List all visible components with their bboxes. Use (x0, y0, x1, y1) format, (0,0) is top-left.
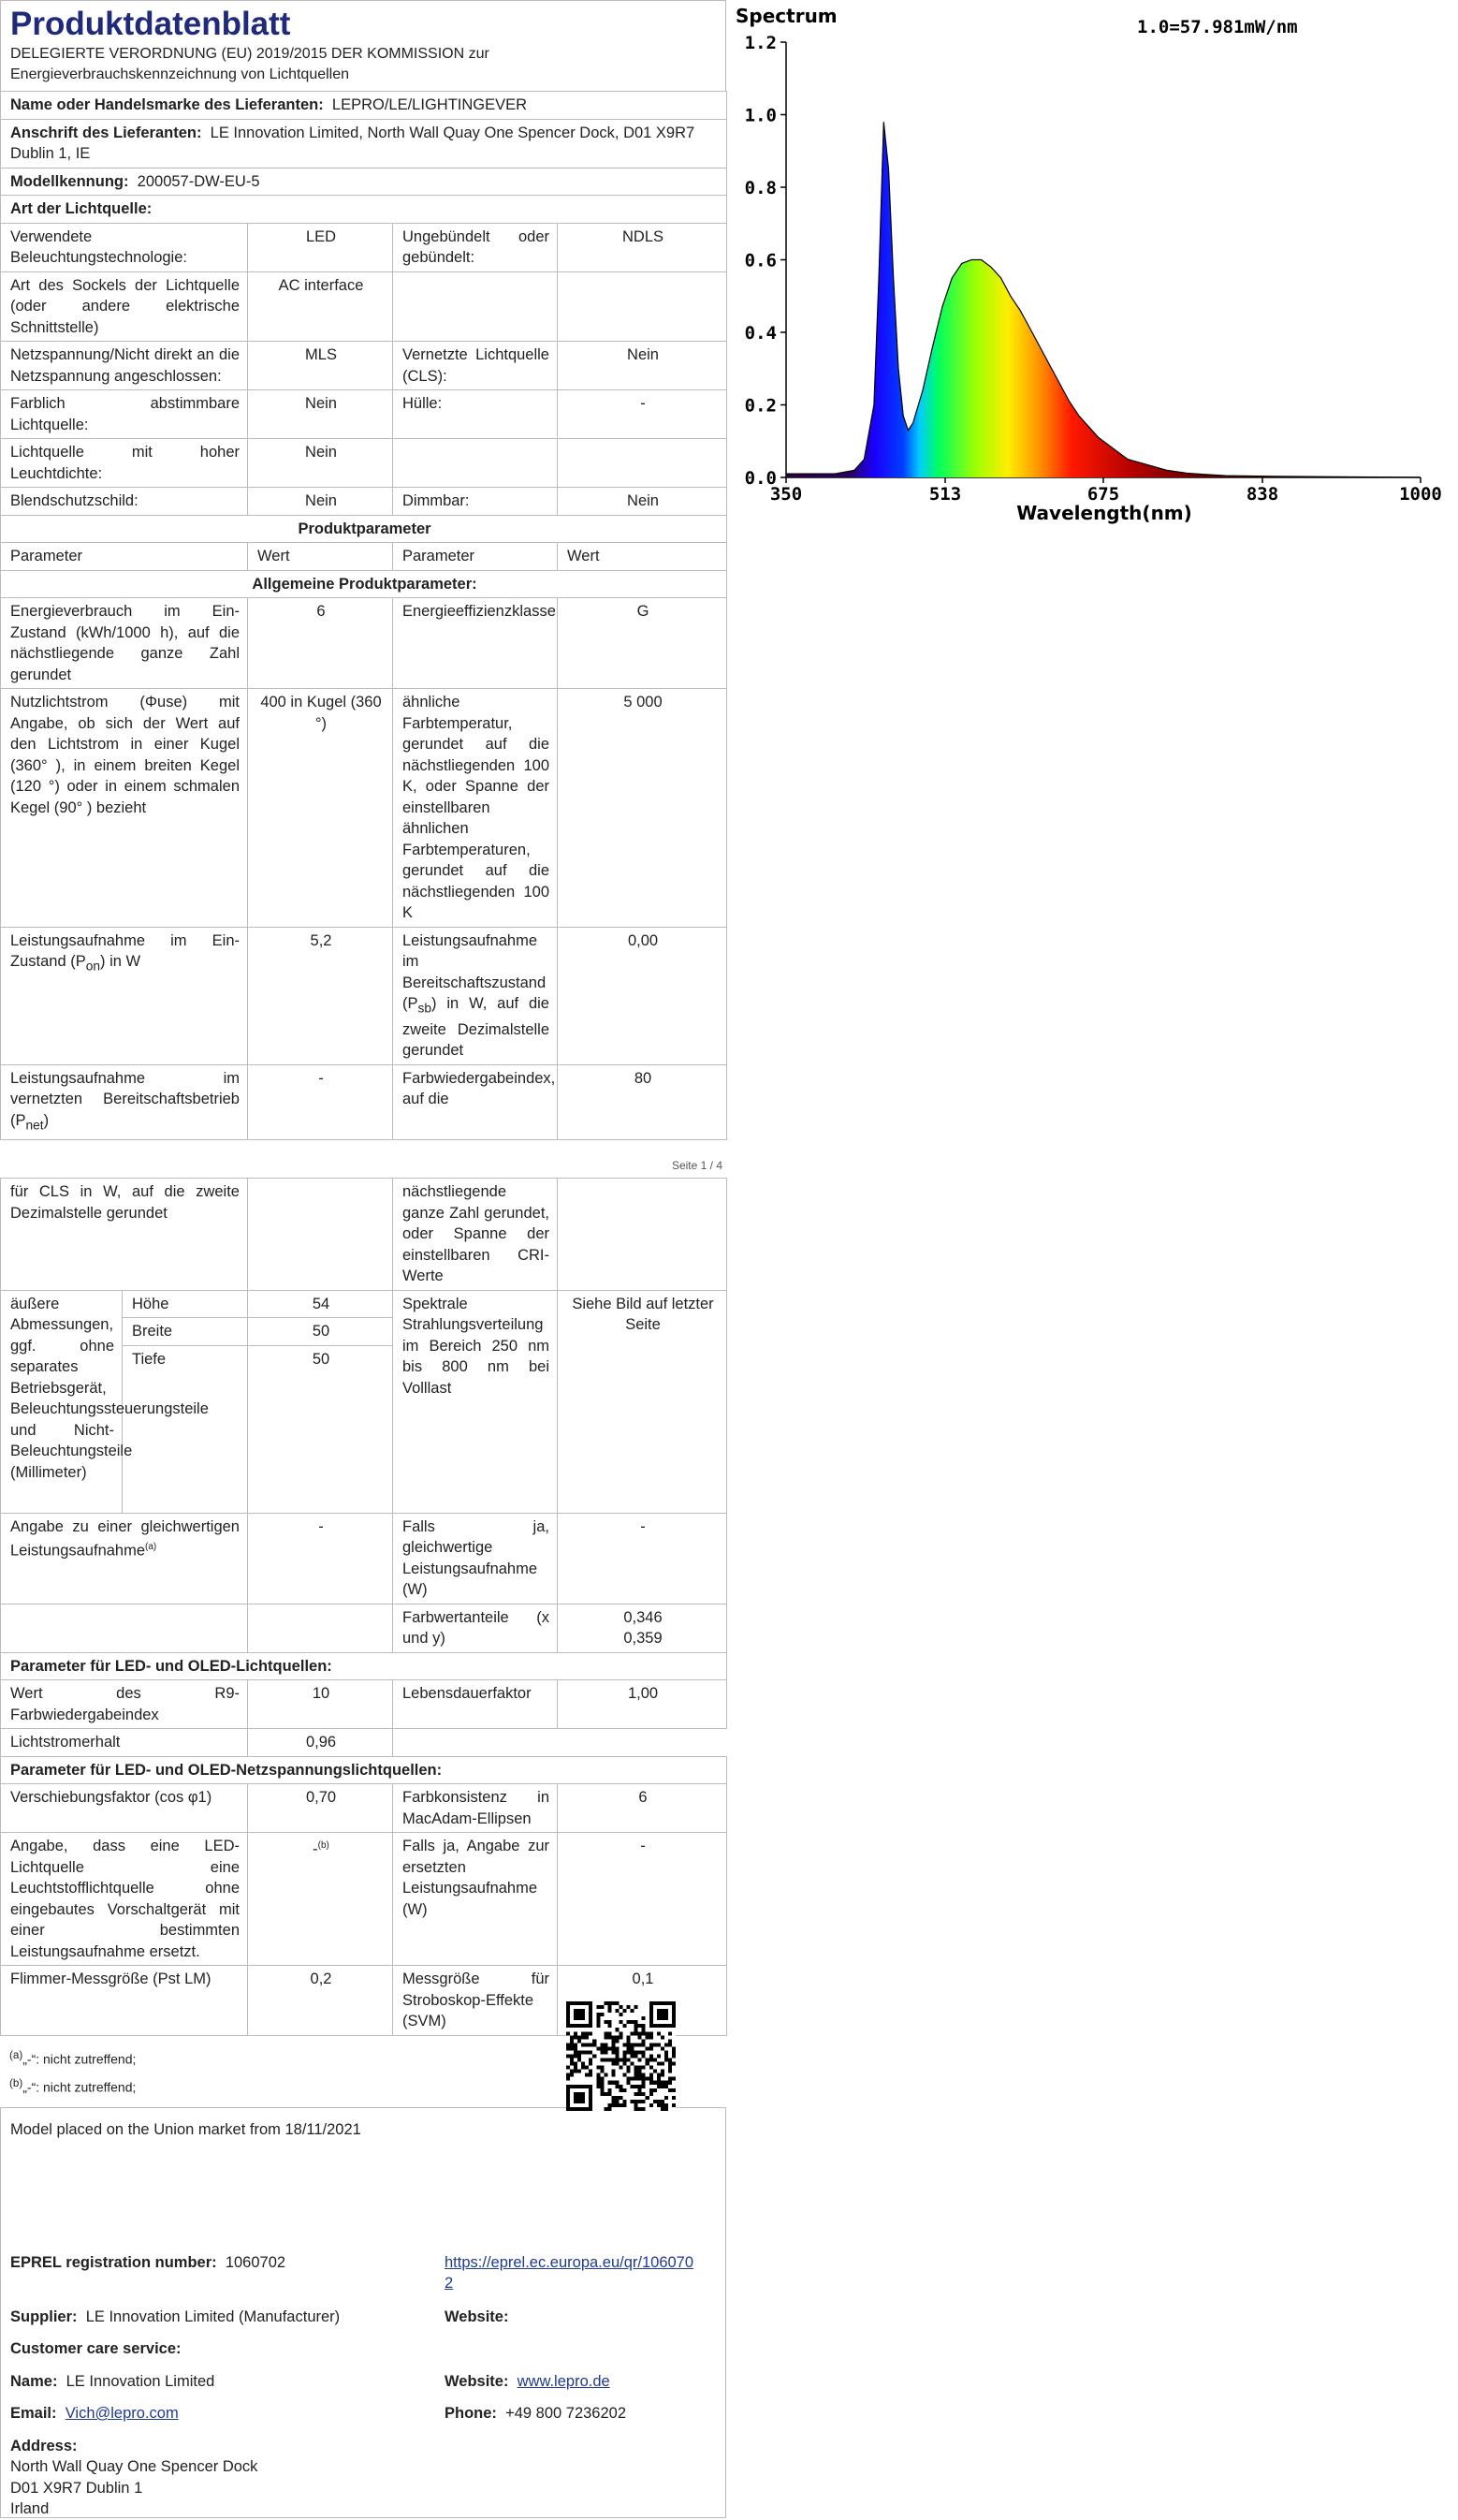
power-factor-value: 0,70 (248, 1784, 393, 1833)
x-tick-label: 350 (769, 484, 803, 505)
cri-label-continued: nächstliegende ganze Zahl gerundet, oder Spanne der einstellbaren CRI-Werte (393, 1179, 558, 1291)
footnote-b-marker: (b) (9, 2076, 23, 2089)
y-axis (745, 33, 786, 489)
energy-value: 6 (248, 598, 393, 689)
eprel-number-label: EPREL registration number: (10, 2253, 217, 2271)
svm-label: Messgröße für Stroboskop-Effekte (SVM) (393, 1966, 558, 2036)
col-header-param: Parameter (393, 543, 558, 571)
empty-cell (1, 1604, 248, 1652)
flux-value: 400 in Kugel (360 °) (248, 689, 393, 928)
cri-value: 80 (558, 1064, 727, 1139)
lumen-maintenance-label: Lichtstromerhalt (1, 1729, 248, 1757)
equivalent-power-watts-value: - (558, 1513, 727, 1604)
cls-label: Vernetzte Lichtquelle (CLS): (393, 342, 558, 390)
survival-factor-value: 1,00 (558, 1680, 727, 1729)
care-phone (445, 2403, 626, 2425)
socket-value: AC interface (248, 271, 393, 342)
care-name (10, 2371, 214, 2393)
equivalent-power-value: - (248, 1513, 393, 1604)
replacement-label: Angabe, dass eine LED-Lichtquelle eine Leuchtstofflichtquelle ohne eingebautes Vorschaltgerät mit einer bestimmten Leistungsaufnahme ersetzt. (1, 1833, 248, 1966)
col-header-value: Wert (248, 543, 393, 571)
page-title: Produktdatenblatt (10, 6, 291, 42)
equivalent-power-label (1, 1513, 248, 1604)
flux-label: Nutzlichtstrom (Φuse) mit Angabe, ob sich der Wert auf den Lichtstrom in einer Kugel (360° ), in einem breiten Kegel (120 °) oder in einem schmalen Kegel (90° ) bezieht (1, 689, 248, 928)
care-address-line: D01 X9R7 Dublin 1 (10, 2479, 143, 2497)
svm-value: 0,1 (558, 1966, 727, 2036)
replacement-value-text: - (313, 1840, 318, 1858)
cct-label: ähnliche Farbtemperatur, gerundet auf die nächstliegenden 100 K, oder Spanne der einstellbaren ähnlichen Farbtemperaturen, gerundet auf die nächstliegenden 100 K (393, 689, 558, 928)
tech-label: Verwendete Beleuchtungstechnologie: (1, 223, 248, 271)
chart-title: Spectrum (736, 5, 838, 27)
product-data-sheet (0, 0, 726, 2518)
chromaticity-label: Farbwertanteile (x und y) (393, 1604, 558, 1652)
psb-label-unit: ) in W, auf die zweite Dezimalstelle gerundet (402, 995, 549, 1060)
pnet-label (1, 1064, 248, 1139)
qr-code-icon (566, 2001, 676, 2111)
market-date: Model placed on the Union market from 18/11/2021 (10, 2120, 361, 2138)
dimensions-label: äußere Abmessungen, ggf. ohne separates Betriebsgerät, Beleuchtungssteuerungsteile und Nicht-Beleuchtungsteile (Millimeter) (1, 1290, 123, 1513)
macadam-label: Farbkonsistenz in MacAdam-Ellipsen (393, 1784, 558, 1833)
psb-value: 0,00 (558, 927, 727, 1064)
high-luminance-label: Lichtquelle mit hoher Leuchtdichte: (1, 439, 248, 488)
params-table-continued (0, 1178, 727, 2036)
spectrum-chart (730, 0, 1458, 532)
y-tick-label: 0.4 (744, 323, 777, 344)
chromaticity-x: 0,346 (623, 1608, 663, 1626)
footnote-ref-b: (b) (317, 1840, 329, 1852)
regulation-text: DELEGIERTE VERORDNUNG (EU) 2019/2015 DER KOMMISSION zur Energieverbrauchskennzeichnung von Lichtquellen (10, 46, 489, 82)
survival-factor-label: Lebensdauerfaktor (393, 1680, 558, 1729)
model-value: 200057-DW-EU-5 (137, 172, 260, 190)
empty-cell (248, 1604, 393, 1652)
eprel-number-value: 1060702 (225, 2253, 286, 2271)
model-label: Modellkennung: (10, 172, 129, 190)
product-params-heading: Produktparameter (1, 515, 727, 543)
y-tick-label: 0.0 (744, 468, 777, 489)
pon-label (1, 927, 248, 1064)
empty-cell (558, 439, 727, 488)
dimmable-label: Dimmbar: (393, 488, 558, 516)
psb-subscript: sb (417, 1001, 432, 1016)
supplier-line-value: LE Innovation Limited (Manufacturer) (85, 2308, 341, 2325)
supplier-line (10, 2307, 340, 2328)
supplier-table (0, 91, 727, 1140)
chromaticity-value (558, 1604, 727, 1652)
replacement-value (248, 1833, 393, 1966)
tunable-value: Nein (248, 390, 393, 439)
y-tick-label: 0.8 (744, 178, 777, 198)
care-website (445, 2371, 610, 2393)
pnet-label-end: ) (43, 1111, 50, 1129)
y-tick-label: 0.6 (744, 250, 777, 271)
care-address-label: Address: (10, 2437, 78, 2454)
psb-label (393, 927, 558, 1064)
empty-cell (393, 1729, 727, 1757)
pnet-label-continued: für CLS in W, auf die zweite Dezimalstelle gerundet (1, 1179, 248, 1291)
x-axis-label: Wavelength(nm) (1016, 502, 1192, 524)
chart-annotation: 1.0=57.981mW/nm (1137, 17, 1298, 37)
sheet-header (0, 0, 726, 91)
light-source-type-heading: Art der Lichtquelle: (1, 196, 727, 224)
tunable-label: Farblich abstimmbare Lichtquelle: (1, 390, 248, 439)
care-address-line: Irland (10, 2500, 50, 2518)
footnote-b-text: „-“: nicht zutreffend; (22, 2079, 137, 2095)
cct-value: 5 000 (558, 689, 727, 928)
x-tick-label: 675 (1086, 484, 1120, 505)
empty-cell (248, 1179, 393, 1291)
care-email (10, 2403, 179, 2425)
socket-label: Art des Sockels der Lichtquelle (oder andere elektrische Schnittstelle) (1, 271, 248, 342)
pnet-label-text: Leistungsaufnahme im vernetzten Bereitschaftsbetrieb (P (10, 1069, 240, 1129)
mains-value: MLS (248, 342, 393, 390)
ee-class-value: G (558, 598, 727, 689)
footnote-a-text: „-“: nicht zutreffend; (22, 2051, 137, 2067)
energy-label: Energieverbrauch im Ein-Zustand (kWh/1000 h), auf die nächstliegende ganze Zahl gerundet (1, 598, 248, 689)
supplier-name-value: LEPRO/LE/LIGHTINGEVER (331, 96, 528, 113)
y-tick-label: 1.2 (744, 33, 777, 53)
bundle-label: Ungebündelt oder gebündelt: (393, 223, 558, 271)
replaced-power-label: Falls ja, Angabe zur ersetzten Leistungsaufnahme (W) (393, 1833, 558, 1966)
flicker-label: Flimmer-Messgröße (Pst LM) (1, 1966, 248, 2036)
cls-value: Nein (558, 342, 727, 390)
care-email-link[interactable]: Vich@lepro.com (65, 2404, 179, 2422)
supplier-line-label: Supplier: (10, 2308, 78, 2325)
replaced-power-value: - (558, 1833, 727, 1966)
care-email-label: Email: (10, 2404, 57, 2422)
depth-label: Tiefe (123, 1345, 248, 1513)
mains-label: Netzspannung/Nicht direkt an die Netzspannung angeschlossen: (1, 342, 248, 390)
website-label: Website: (445, 2308, 509, 2325)
x-tick-label: 1000 (1399, 484, 1442, 505)
col-header-value: Wert (558, 543, 727, 571)
spectrum-label: Spektrale Strahlungsverteilung im Bereich 250 nm bis 800 nm bei Volllast (393, 1290, 558, 1513)
envelope-label: Hülle: (393, 390, 558, 439)
care-address (10, 2436, 257, 2520)
footnote-a-marker: (a) (9, 2048, 23, 2061)
care-phone-label: Phone: (445, 2404, 497, 2422)
cri-label: Farbwiedergabeindex, auf die (393, 1064, 558, 1139)
height-label: Höhe (123, 1290, 248, 1318)
pon-value: 5,2 (248, 927, 393, 1064)
y-tick-label: 0.2 (744, 395, 777, 417)
tech-value: LED (248, 223, 393, 271)
care-address-line: North Wall Quay One Spencer Dock (10, 2458, 258, 2476)
empty-cell (558, 271, 727, 342)
width-label: Breite (123, 1318, 248, 1346)
anti-glare-value: Nein (248, 488, 393, 516)
lumen-maintenance-value: 0,96 (248, 1729, 393, 1757)
pon-label-unit: ) in W (100, 953, 141, 970)
psb-label-text: Leistungsaufnahme im Bereitschaftszustand (P (402, 931, 547, 1012)
spectrum-area (786, 122, 1421, 477)
depth-value: 50 (248, 1345, 393, 1513)
supplier-name-label: Name oder Handelsmarke des Lieferanten: (10, 96, 324, 113)
flicker-value: 0,2 (248, 1966, 393, 2036)
customer-care-heading: Customer care service: (10, 2339, 182, 2357)
supplier-name-row (1, 92, 727, 120)
ee-class-label: Energieeffizienzklasse (393, 598, 558, 689)
care-name-value: LE Innovation Limited (66, 2372, 215, 2390)
pnet-subscript: net (25, 1118, 44, 1133)
empty-cell (393, 271, 558, 342)
page-number: Seite 1 / 4 (671, 1158, 722, 1172)
care-website-label: Website: (445, 2372, 509, 2390)
led-params-heading: Parameter für LED- und OLED-Lichtquellen: (1, 1652, 727, 1680)
envelope-value: - (558, 390, 727, 439)
supplier-address-value: LE Innovation Limited, North Wall Quay One Spencer Dock, D01 X9R7 Dublin 1, IE (10, 124, 695, 162)
empty-cell (558, 1179, 727, 1291)
empty-cell (393, 439, 558, 488)
general-params-heading: Allgemeine Produktparameter: (1, 570, 727, 598)
pon-subscript: on (85, 959, 101, 974)
equivalent-power-text: Angabe zu einer gleichwertigen Leistungsaufnahme (10, 1517, 240, 1560)
care-name-label: Name: (10, 2372, 58, 2390)
eprel-link[interactable]: https://eprel.ec.europa.eu/qr/1060702 (445, 2253, 694, 2293)
width-value: 50 (248, 1318, 393, 1346)
power-factor-label: Verschiebungsfaktor (cos φ1) (1, 1784, 248, 1833)
high-luminance-value: Nein (248, 439, 393, 488)
equivalent-power-watts-label: Falls ja, gleichwertige Leistungsaufnahme (W) (393, 1513, 558, 1604)
y-tick-label: 1.0 (744, 105, 777, 126)
chromaticity-y: 0,359 (623, 1630, 663, 1648)
r9-value: 10 (248, 1680, 393, 1729)
supplier-address-row (1, 119, 727, 168)
mains-params-heading: Parameter für LED- und OLED-Netzspannungslichtquellen: (1, 1756, 727, 1784)
care-phone-value: +49 800 7236202 (505, 2404, 627, 2422)
pnet-value: - (248, 1064, 393, 1139)
r9-label: Wert des R9-Farbwiedergabeindex (1, 1680, 248, 1729)
height-value: 54 (248, 1290, 393, 1318)
anti-glare-label: Blendschutzschild: (1, 488, 248, 516)
spectrum-value: Siehe Bild auf letzter Seite (558, 1290, 727, 1513)
col-header-param: Parameter (1, 543, 248, 571)
care-website-link[interactable]: www.lepro.de (517, 2372, 610, 2390)
x-tick-label: 513 (928, 484, 962, 505)
model-row (1, 168, 727, 196)
pon-label-text: Leistungsaufnahme im Ein-Zustand (P (10, 931, 240, 970)
dimmable-value: Nein (558, 488, 727, 516)
eprel-footer (0, 2107, 726, 2518)
bundle-value: NDLS (558, 223, 727, 271)
eprel-number (10, 2252, 285, 2274)
x-tick-label: 838 (1246, 484, 1279, 505)
macadam-value: 6 (558, 1784, 727, 1833)
supplier-address-label: Anschrift des Lieferanten: (10, 124, 202, 141)
footnote-ref-a: (a) (145, 1542, 157, 1553)
x-axis (770, 477, 1442, 505)
